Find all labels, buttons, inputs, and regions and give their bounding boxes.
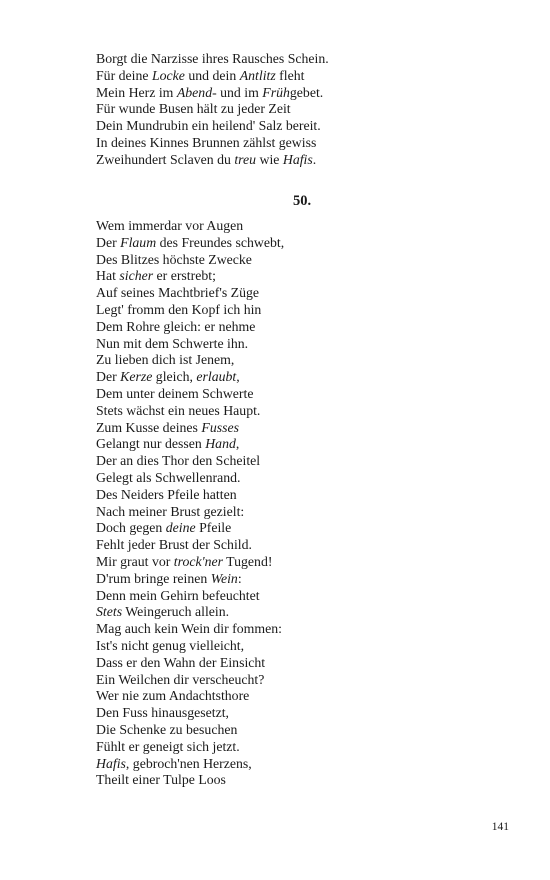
line-text: Der <box>96 234 121 250</box>
line-text: Der <box>96 369 121 385</box>
poem-line <box>96 85 329 102</box>
line-text: Den Fuss hinausgesetzt, <box>96 705 229 721</box>
poem-number-heading: 50. <box>292 193 312 209</box>
poem-line <box>96 268 284 285</box>
italic-text: Antlitz <box>239 67 276 83</box>
italic-text: Wein <box>210 570 238 586</box>
poem-line <box>96 655 284 672</box>
italic-text: Hafis <box>96 755 126 771</box>
poem-line <box>96 436 284 453</box>
poem-line <box>96 537 284 554</box>
italic-text: erlaubt <box>196 369 237 385</box>
line-text: Pfeile <box>195 520 232 536</box>
poem-line <box>96 135 329 152</box>
poem-line <box>96 118 329 135</box>
line-text: Des Blitzes höchste Zwecke <box>96 251 252 267</box>
poem-line <box>96 403 284 420</box>
poem-line <box>96 302 284 319</box>
poem-line <box>96 571 284 588</box>
italic-text: sicher <box>119 268 154 284</box>
line-text: Doch gegen <box>96 520 166 536</box>
line-text: und dein <box>184 67 240 83</box>
italic-text: Früh <box>262 84 290 100</box>
line-text: Stets wächst ein neues Haupt. <box>96 402 261 418</box>
line-text: Theilt einer Tulpe Loos <box>96 772 226 788</box>
italic-text: Locke <box>151 67 185 83</box>
poem-line <box>96 705 284 722</box>
poem-line <box>96 369 284 386</box>
stanza-previous-poem-ending <box>96 51 329 169</box>
poem-line <box>96 604 284 621</box>
italic-text: Kerze <box>120 369 153 385</box>
poem-line <box>96 420 284 437</box>
line-text: gleich, <box>152 369 197 385</box>
italic-text: Hand <box>205 436 236 452</box>
poem-line <box>96 235 284 252</box>
line-text: Der an dies Thor den Scheitel <box>96 453 261 469</box>
poem-line <box>96 453 284 470</box>
line-text: Mein Herz im <box>96 84 177 100</box>
line-text: Wem immerdar vor Augen <box>96 218 244 233</box>
line-text: Gelegt als Schwellenrand. <box>96 469 241 485</box>
poem-line <box>96 638 284 655</box>
line-text: fleht <box>275 67 305 83</box>
poem-line <box>96 772 284 789</box>
stanza-poem-50 <box>96 218 284 789</box>
page-number: 141 <box>491 821 509 833</box>
poem-line <box>96 722 284 739</box>
poem-line <box>96 386 284 403</box>
italic-text: treu <box>234 151 257 167</box>
line-text: Die Schenke zu besuchen <box>96 721 238 737</box>
line-text: Denn mein Gehirn befeuchtet <box>96 587 260 603</box>
line-text: Legt' fromm den Kopf ich hin <box>96 301 262 317</box>
poem-line <box>96 336 284 353</box>
poem-line <box>96 520 284 537</box>
line-text: des Freundes schwebt, <box>156 234 285 250</box>
poem-line <box>96 319 284 336</box>
line-text: Weingeruch allein. <box>122 604 230 620</box>
italic-text: Fusses <box>201 419 239 435</box>
line-text: In deines Kinnes Brunnen zählst gewiss <box>96 134 317 150</box>
poem-line <box>96 756 284 773</box>
poem-line <box>96 487 284 504</box>
line-text: Tugend! <box>222 553 273 569</box>
line-text: Mir graut vor <box>96 553 174 569</box>
line-text: Gelangt nur dessen <box>96 436 206 452</box>
line-text: Dein Mundrubin ein heilend' Salz bereit. <box>96 118 321 134</box>
line-text: Dem Rohre gleich: er nehme <box>96 318 256 334</box>
poem-line <box>96 218 284 235</box>
line-text: Hat <box>96 268 120 284</box>
line-text: . <box>312 151 317 167</box>
poem-line <box>96 101 329 118</box>
line-text: Ein Weilchen dir verscheucht? <box>96 671 265 687</box>
poem-line <box>96 588 284 605</box>
line-text: Borgt die Narzisse ihres Rausches Schein. <box>96 51 329 66</box>
poem-line <box>96 554 284 571</box>
line-text: Dass er den Wahn der Einsicht <box>96 654 266 670</box>
poem-line <box>96 252 284 269</box>
italic-text: Abend- <box>176 84 217 100</box>
line-text: wie <box>256 151 283 167</box>
poem-line <box>96 621 284 638</box>
poem-line <box>96 51 329 68</box>
poem-line <box>96 470 284 487</box>
line-text: Fühlt er geneigt sich jetzt. <box>96 738 240 754</box>
line-text: Ist's nicht genug vielleicht, <box>96 637 245 653</box>
poem-line <box>96 285 284 302</box>
italic-text: Flaum <box>120 234 157 250</box>
line-text: gebet. <box>289 84 324 100</box>
line-text: , <box>236 369 240 385</box>
italic-text: trock'ner <box>173 553 223 569</box>
poem-line <box>96 68 329 85</box>
line-text: Dem unter deinem Schwerte <box>96 385 254 401</box>
italic-text: Stets <box>96 604 123 620</box>
line-text: Zum Kusse deines <box>96 419 202 435</box>
italic-text: deine <box>165 520 196 536</box>
line-text: Mag auch kein Wein dir fommen: <box>96 621 282 637</box>
line-text: Zu lieben dich ist Jenem, <box>96 352 235 368</box>
line-text: Fehlt jeder Brust der Schild. <box>96 537 252 553</box>
line-text: Zweihundert Sclaven du <box>96 151 235 167</box>
line-text: Wer nie zum Andachtsthore <box>96 688 250 704</box>
line-text: Nach meiner Brust gezielt: <box>96 503 245 519</box>
line-text: , gebroch'nen Herzens, <box>125 755 252 771</box>
line-text: Auf seines Machtbrief's Züge <box>96 285 260 301</box>
poem-line <box>96 152 329 169</box>
line-text: und im <box>216 84 263 100</box>
line-text: : <box>237 570 242 586</box>
line-text: D'rum bringe reinen <box>96 570 211 586</box>
line-text: Für wunde Busen hält zu jeder Zeit <box>96 101 291 117</box>
poem-line <box>96 504 284 521</box>
poem-line <box>96 672 284 689</box>
line-text: , <box>235 436 240 452</box>
poem-line <box>96 739 284 756</box>
line-text: Nun mit dem Schwerte ihn. <box>96 335 249 351</box>
poem-line <box>96 688 284 705</box>
poem-line <box>96 352 284 369</box>
line-text: Für deine <box>96 67 152 83</box>
italic-text: Hafis <box>282 151 313 167</box>
line-text: Des Neiders Pfeile hatten <box>96 486 237 502</box>
line-text: er erstrebt; <box>153 268 216 284</box>
